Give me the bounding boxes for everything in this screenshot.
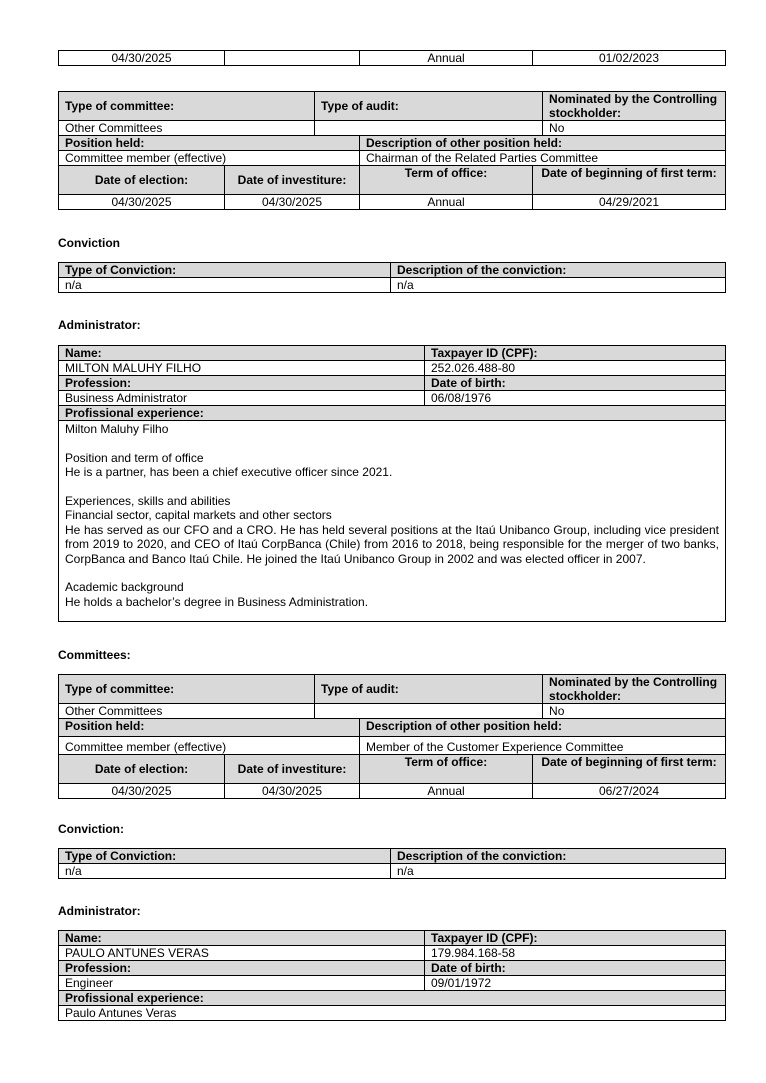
- nominated-header: Nominated by the Controlling stockholder:: [543, 675, 726, 704]
- taxpayer-id-value: 252.026.488-80: [425, 361, 726, 376]
- other-position-value: Chairman of the Related Parties Committee: [360, 151, 726, 166]
- date-of-birth-header: Date of birth:: [425, 961, 726, 976]
- type-of-committee-header: Type of committee:: [59, 675, 315, 704]
- conviction-table-2: [58, 848, 726, 879]
- experience-line: Position and term of office: [65, 450, 204, 465]
- committee-table-2: [58, 674, 726, 799]
- experience-line: Milton Maluhy Filho: [65, 422, 169, 436]
- term-value: Annual: [360, 784, 533, 799]
- type-of-audit-header: Type of audit:: [315, 92, 543, 121]
- first-term-value: 06/27/2024: [533, 784, 726, 799]
- date-of-birth-header: Date of birth:: [425, 376, 726, 391]
- administrator-section-title: Administrator:: [58, 904, 141, 918]
- date-of-birth-value: 06/08/1976: [425, 391, 726, 406]
- experience-line: Experiences, skills and abilities: [65, 494, 231, 508]
- audit-type-value: [315, 704, 543, 719]
- experience-header: Profissional experience:: [59, 991, 726, 1006]
- other-position-header: Description of other position held:: [360, 136, 726, 151]
- date-of-election: 04/30/2025: [59, 51, 225, 66]
- administrator-name: MILTON MALUHY FILHO: [59, 361, 425, 376]
- audit-type-value: [315, 121, 543, 136]
- committee-type-value: Other Committees: [59, 704, 315, 719]
- position-held-header: Position held:: [59, 719, 360, 737]
- experience-line: [65, 480, 719, 494]
- name-header: Name:: [59, 346, 425, 361]
- investiture-value: 04/30/2025: [225, 195, 360, 210]
- taxpayer-id-value: 179.984.168-58: [425, 946, 726, 961]
- conviction-type-value: n/a: [59, 278, 391, 293]
- experience-line: Financial sector, capital markets and other sectors: [65, 508, 332, 523]
- conviction-description-value: n/a: [391, 864, 726, 879]
- investiture-value: 04/30/2025: [225, 784, 360, 799]
- conviction-section-title: Conviction: [58, 236, 120, 250]
- type-of-committee-header: Type of committee:: [59, 92, 315, 121]
- conviction-table-1: [58, 262, 726, 293]
- conviction-description-header: Description of the conviction:: [391, 849, 726, 864]
- profession-value: Business Administrator: [59, 391, 425, 406]
- committees-section-title: Committees:: [58, 648, 131, 662]
- term-value: Annual: [360, 195, 533, 210]
- date-first-term: 01/02/2023: [533, 51, 726, 66]
- election-value: 04/30/2025: [59, 784, 225, 799]
- experience-line: He is a partner, has been a chief executive officer since 2021.: [65, 465, 393, 480]
- experience-line: Academic background: [65, 580, 184, 595]
- term-of-office-header: Term of office:: [360, 166, 533, 195]
- date-of-investiture: [225, 51, 360, 66]
- taxpayer-id-header: Taxpayer ID (CPF):: [425, 931, 726, 946]
- position-held-value: Committee member (effective): [59, 151, 360, 166]
- experience-line: [65, 436, 719, 450]
- experience-text: Paulo Antunes Veras: [59, 1006, 726, 1021]
- top-date-row-table: [58, 50, 726, 66]
- profession-header: Profession:: [59, 376, 425, 391]
- experience-line: He has served as our CFO and a CRO. He has held several positions at the Itaú Unibanco Group, including vice president from 2019 to 2020, and CEO of Itaú CorpBanca (Chile) from 2016 to 2018, being responsible for the merger of two banks, CorpBanca and Banco Itaú Chile. He joined the Itaú Unibanco Group in 2002 and was elected officer in 2007.: [65, 522, 719, 566]
- nominated-value: No: [543, 704, 726, 719]
- date-of-election-header: Date of election:: [59, 755, 225, 784]
- experience-line: [65, 566, 719, 580]
- profession-value: Engineer: [59, 976, 425, 991]
- name-header: Name:: [59, 931, 425, 946]
- date-of-investiture-header: Date of investiture:: [225, 166, 360, 195]
- type-of-conviction-header: Type of Conviction:: [59, 263, 391, 278]
- election-value: 04/30/2025: [59, 195, 225, 210]
- administrator-table-1: [58, 345, 726, 622]
- administrator-section-title: Administrator:: [58, 318, 141, 332]
- committee-type-value: Other Committees: [59, 121, 315, 136]
- position-held-header: Position held:: [59, 136, 360, 151]
- committee-table-1: [58, 91, 726, 210]
- experience-text: [59, 421, 726, 622]
- conviction-section-title: Conviction:: [58, 822, 124, 836]
- conviction-description-header: Description of the conviction:: [391, 263, 726, 278]
- conviction-type-value: n/a: [59, 864, 391, 879]
- term-of-office-header: Term of office:: [360, 755, 533, 784]
- type-of-audit-header: Type of audit:: [315, 675, 543, 704]
- first-term-header: Date of beginning of first term:: [533, 755, 726, 784]
- administrator-table-2: [58, 930, 726, 1021]
- other-position-header: Description of other position held:: [360, 719, 726, 737]
- nominated-value: No: [543, 121, 726, 136]
- type-of-conviction-header: Type of Conviction:: [59, 849, 391, 864]
- date-of-election-header: Date of election:: [59, 166, 225, 195]
- nominated-header: Nominated by the Controlling stockholder:: [543, 92, 726, 121]
- first-term-value: 04/29/2021: [533, 195, 726, 210]
- experience-line: He holds a bachelor’s degree in Business Administration.: [65, 594, 369, 609]
- position-held-value: Committee member (effective): [59, 737, 360, 755]
- experience-header: Profissional experience:: [59, 406, 726, 421]
- term-of-office: Annual: [360, 51, 533, 66]
- first-term-header: Date of beginning of first term:: [533, 166, 726, 195]
- date-of-investiture-header: Date of investiture:: [225, 755, 360, 784]
- profession-header: Profession:: [59, 961, 425, 976]
- administrator-name: PAULO ANTUNES VERAS: [59, 946, 425, 961]
- other-position-value: Member of the Customer Experience Committee: [360, 737, 726, 755]
- date-of-birth-value: 09/01/1972: [425, 976, 726, 991]
- taxpayer-id-header: Taxpayer ID (CPF):: [425, 346, 726, 361]
- conviction-description-value: n/a: [391, 278, 726, 293]
